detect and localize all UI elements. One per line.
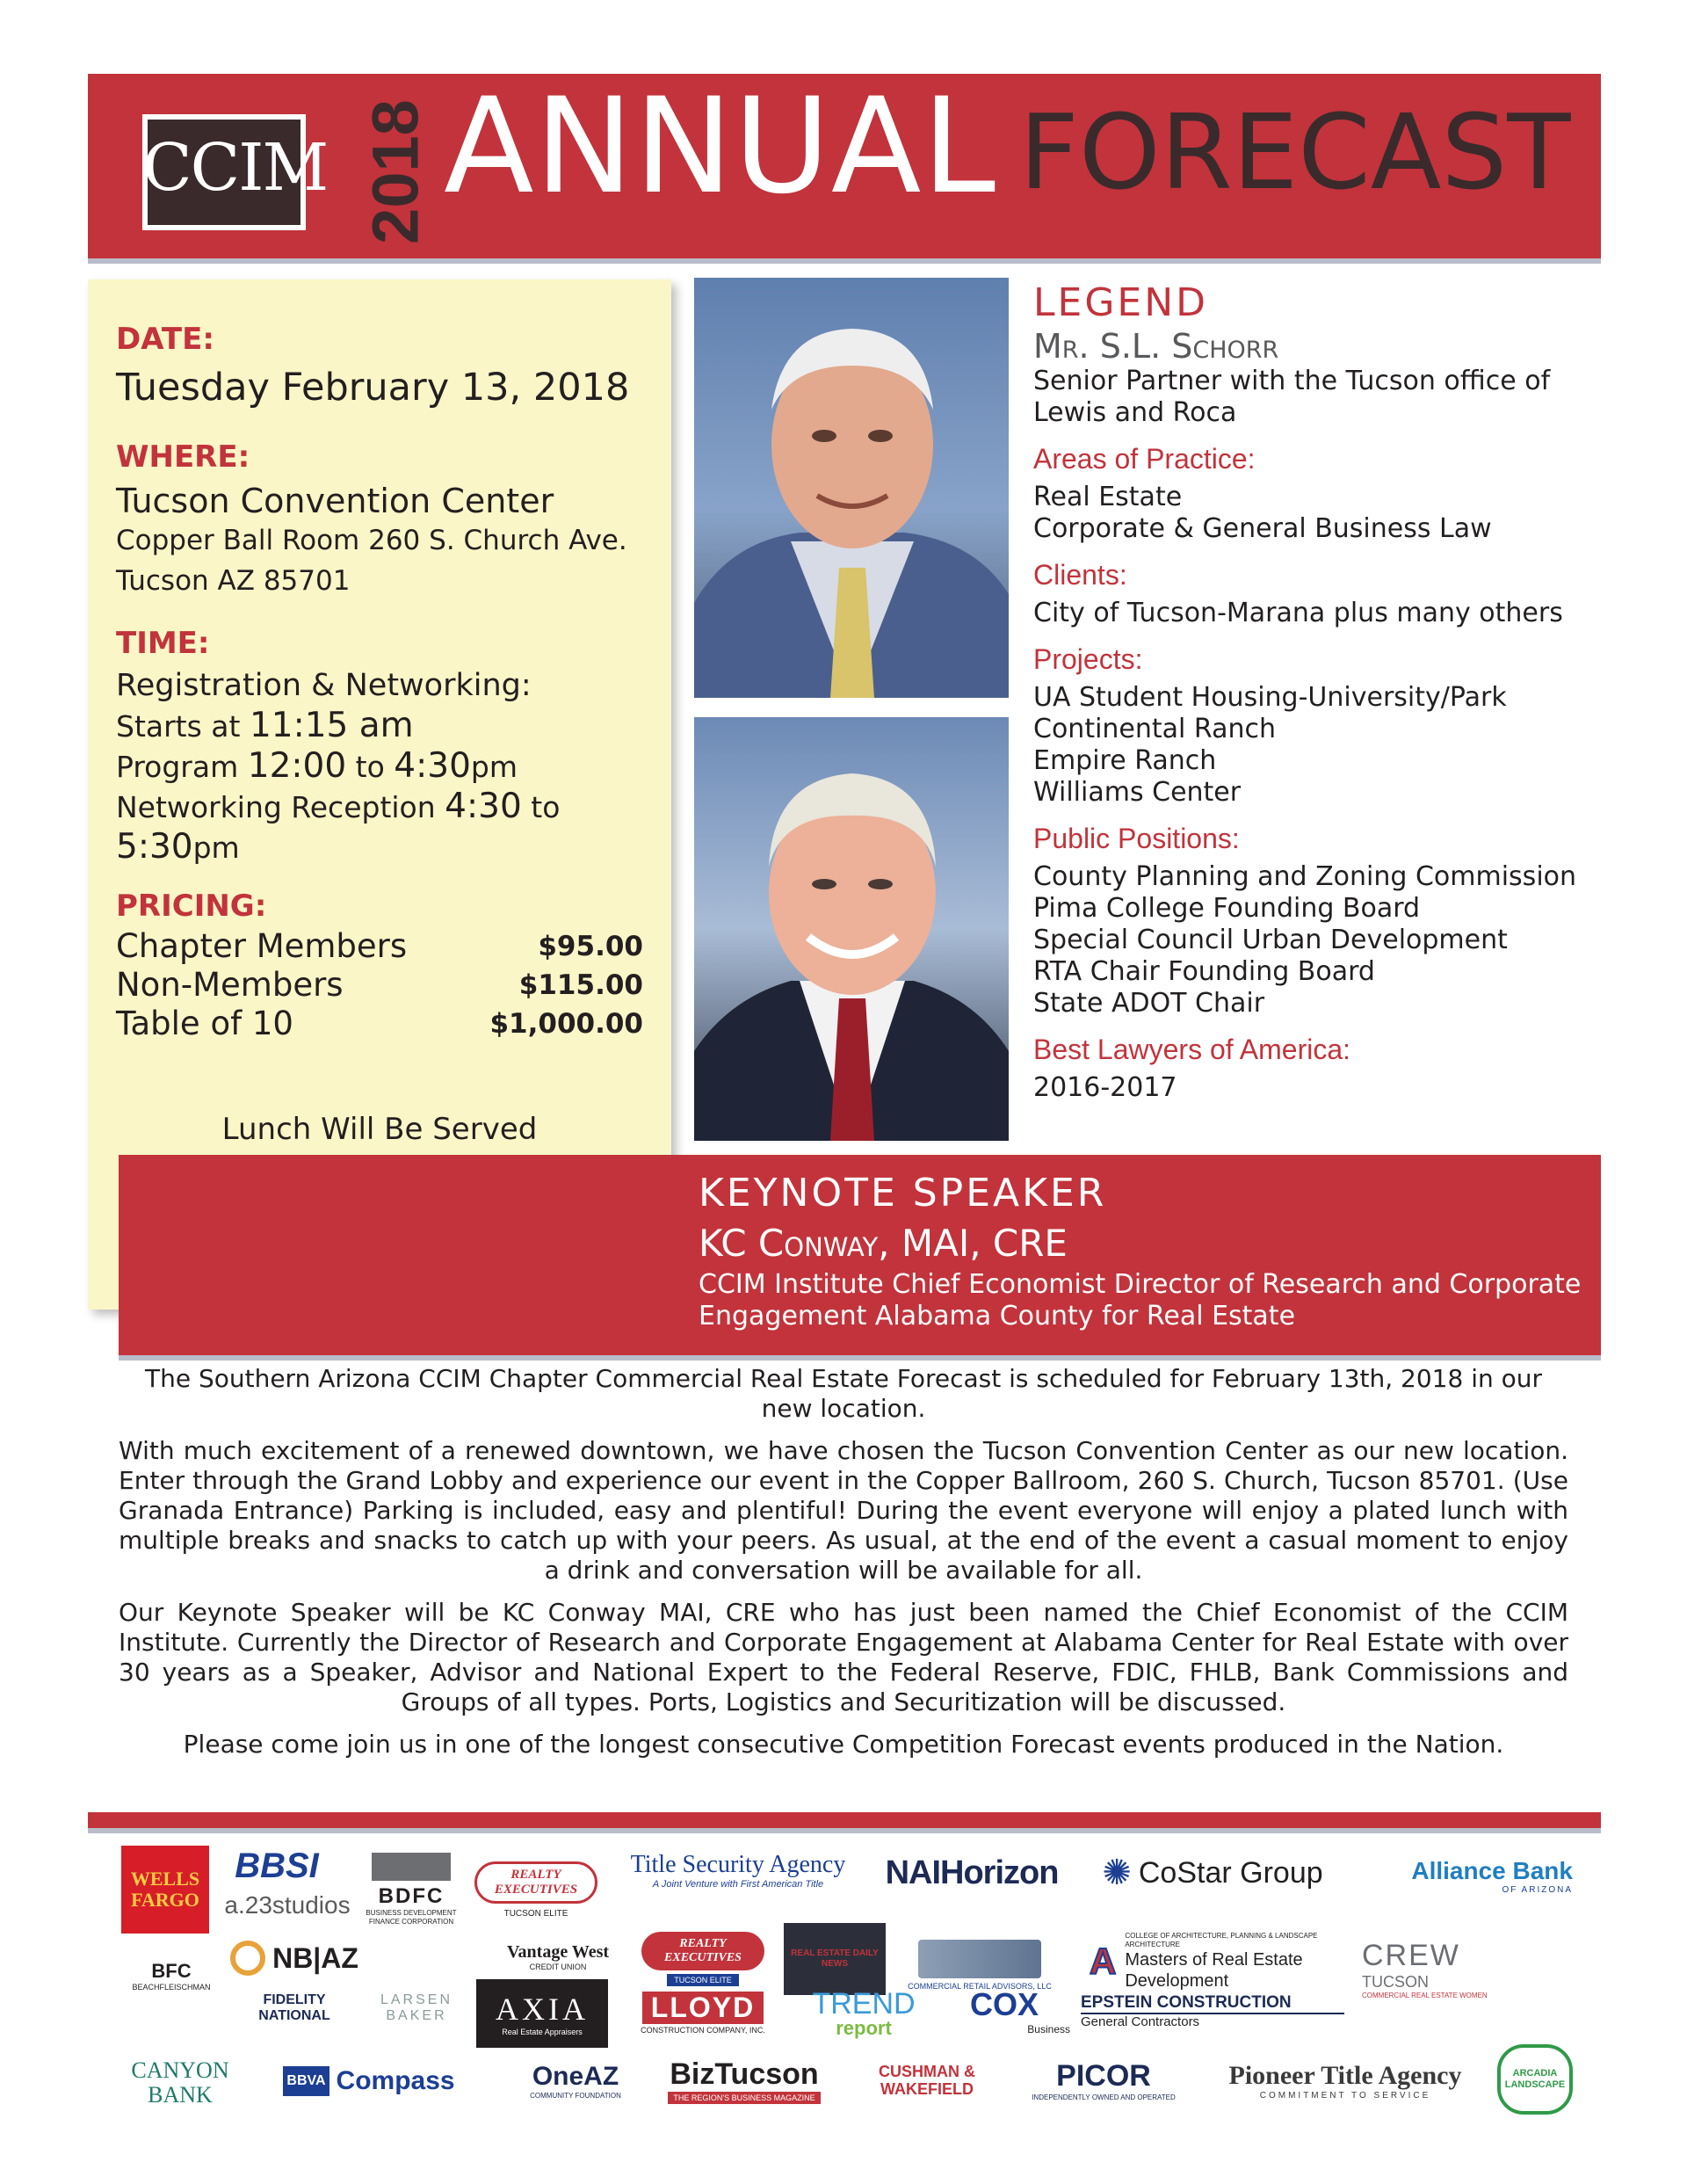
where-room: Copper Ball Room 260 S. Church Ave. (116, 525, 627, 556)
legend-list-item: 2016-2017 (1033, 1072, 1177, 1103)
divider (88, 1812, 1601, 1828)
legend-list-item: Pima College Founding Board (1033, 893, 1421, 924)
university-of-arizona-logo: A COLLEGE OF ARCHITECTURE, PLANNING & LANDSCAPE ARCHITECTURE Masters of Real Estate Development (1090, 1932, 1318, 1991)
ua-a-icon: A (1090, 1941, 1117, 1982)
crew-tucson-logo: CREW TUCSON COMMERCIAL REAL ESTATE WOMEN (1362, 1938, 1488, 1999)
legend-list-item: County Planning and Zoning Commission (1033, 861, 1577, 892)
a23-studios-logo: a.23studios (224, 1891, 351, 1919)
realty-executives-elite-logo: REALTY EXECUTIVES TUCSON ELITE (641, 1919, 764, 1999)
header-banner (88, 70, 1601, 258)
keynote-heading: KEYNOTE SPEAKER (699, 1171, 1107, 1215)
where-label: WHERE: (116, 439, 250, 475)
legend-title: Senior Partner with the Tucson office of Lewis and Roca (1033, 366, 1551, 428)
bbva-compass-logo: BBVA Compass (237, 2055, 501, 2108)
price-row: Table of 10 $1,000.00 (116, 1005, 643, 1042)
legend-name: Mr. S.L. Schorr (1033, 327, 1279, 366)
larsen-baker-logo: LARSEN BAKER (380, 1992, 453, 2023)
time-program: Program 12:00 to 4:30pm (116, 746, 518, 786)
title-forecast: FORECAST (1019, 91, 1571, 213)
keynote-photo (694, 717, 1009, 1141)
legend-list-item: Williams Center (1033, 777, 1242, 808)
where-city: Tucson AZ 85701 (116, 565, 351, 597)
time-registration: Registration & Networking: (116, 668, 532, 703)
bbsi-logo: BBSI (235, 1846, 319, 1885)
biztucson-logo: BizTucson THE REGION'S BUSINESS MAGAZINE (670, 2057, 819, 2102)
oneaz-logo: OneAZ COMMUNITY FOUNDATION (530, 2061, 621, 2100)
legend-list-item: City of Tucson-Marana plus many others (1033, 598, 1563, 628)
legend-list-item: Continental Ranch (1033, 714, 1277, 744)
bfc-logo: BFC BEACHFLEISCHMAN (132, 1960, 211, 1992)
price-row: Non-Members $115.00 (116, 966, 643, 1004)
real-estate-daily-news-logo: REAL ESTATE DAILY NEWS (784, 1923, 886, 1995)
keynote-name: KC Conway, MAI, CRE (699, 1222, 1068, 1265)
legend-list-item: Special Council Urban Development (1033, 925, 1508, 955)
cushman-wakefield-logo: CUSHMAN & WAKEFIELD (879, 2063, 975, 2098)
public-positions-label: Public Positions: (1033, 823, 1240, 854)
cox-business-logo: COX Business (969, 1986, 1070, 2035)
arcadia-landscape-logo: ARCADIA LANDSCAPE (1497, 2044, 1573, 2115)
legend-list-item: Empire Ranch (1033, 745, 1217, 776)
time-reception: Networking Reception 4:30 to 5:30pm (116, 787, 561, 867)
alliance-bank-logo: Alliance Bank OF ARIZONA (1411, 1856, 1573, 1895)
areas-label: Areas of Practice: (1033, 443, 1256, 475)
clients-label: Clients: (1033, 559, 1127, 591)
sponsor-logos (114, 1846, 1573, 2171)
commercial-retail-advisors-logo: COMMERCIAL RETAIL ADVISORS, LLC (896, 1932, 1063, 1999)
paragraph: With much excitement of a renewed downtown, we have chosen the Tucson Convention Center as our new location. Enter through the Grand Lobby and experience our event in the Copper Ballroom, 260 S. Church, Tucson 85701. (Use Granada Entrance) Parking is included, easy and plentiful! During the event everyone will enjoy a plated lunch with multiple breaks and snacks to catch up with your peers. As usual, at the end of the event a casual moment to enjoy a drink and conversation will be available for all. (119, 1436, 1568, 1585)
pricing-label: PRICING: (116, 889, 267, 924)
best-lawyers-label: Best Lawyers of America: (1033, 1034, 1351, 1065)
date-value: Tuesday February 13, 2018 (116, 366, 630, 410)
bdfc-logo: BDFC BUSINESS DEVELOPMENT FINANCE CORPORATION (358, 1846, 464, 1934)
costar-logo: ✺ CoStar Group (1102, 1854, 1323, 1892)
trend-report-logo: TREND report (812, 1987, 916, 2039)
paragraph: The Southern Arizona CCIM Chapter Commercial Real Estate Forecast is scheduled for February 13th, 2018 in our new location. (144, 1364, 1543, 1423)
legend-list-item: State ADOT Chair (1033, 988, 1265, 1019)
title-security-logo: Title Security Agency A Joint Venture with First American Title (630, 1851, 846, 1890)
keynote-title: CCIM Institute Chief Economist Director of Research and Corporate Engagement Alabama County for Real Estate (699, 1269, 1582, 1331)
nbaz-ring-icon (230, 1941, 265, 1976)
legend-list-item: Corporate & General Business Law (1033, 513, 1492, 544)
paragraph: Our Keynote Speaker will be KC Conway MAI, CRE who has just been named the Chief Economist of the CCIM Institute. Currently the Director of Research and Corporate Engagement at Alabama Center for Real Estate with over 30 years as a Speaker, Advisor and National Expert to the Federal Reserve, FDIC, FHLB, Bank Commissions and Groups of all types. Ports, Logistics and Securitization will be discussed. (119, 1598, 1568, 1716)
wells-fargo-logo: WELLS FARGO (121, 1846, 209, 1934)
ccim-logo (142, 114, 328, 230)
epstein-construction-logo: EPSTEIN CONSTRUCTION General Contractors (1081, 1984, 1344, 2037)
description-text (119, 1364, 1568, 1772)
lunch-note: Lunch Will Be Served (221, 1112, 538, 1147)
legend-list-item: RTA Chair Founding Board (1033, 956, 1375, 987)
picor-logo: PICOR INDEPENDENTLY OWNED AND OPERATED (1032, 2059, 1176, 2101)
keynote-banner (119, 1155, 1601, 1355)
legend-photo (694, 278, 1009, 698)
legend-list-item: UA Student Housing-University/Park (1033, 682, 1507, 713)
vantage-west-logo: Vantage West CREDIT UNION (506, 1941, 610, 1971)
ccim-logo-text: CCIM (142, 130, 328, 206)
projects-label: Projects: (1033, 643, 1143, 675)
title-annual: ANNUAL (444, 70, 996, 223)
header-year: 2018 (358, 99, 432, 244)
where-venue: Tucson Convention Center (116, 482, 554, 520)
canyon-bank-logo: CANYON BANK (131, 2057, 229, 2108)
lloyd-construction-logo: LLOYD CONSTRUCTION COMPANY, INC. (641, 1991, 765, 2035)
time-label: TIME: (116, 626, 210, 661)
time-starts: Starts at 11:15 am (116, 706, 414, 745)
realty-executives-logo: REALTY EXECUTIVES TUCSON ELITE (474, 1849, 597, 1930)
costar-star-icon: ✺ (1102, 1854, 1132, 1892)
legend-list-item: Real Estate (1033, 482, 1183, 512)
fidelity-national-logo: FIDELITY NATIONAL (258, 1992, 330, 2023)
nbaz-logo: NB|AZ (228, 1934, 360, 1983)
date-label: DATE: (116, 322, 214, 357)
pioneer-title-logo: Pioneer Title Agency COMMITMENT TO SERVICE (1228, 2060, 1462, 2101)
nai-horizon-logo: NAIHorizon (885, 1854, 1059, 1891)
legend-heading: LEGEND (1033, 280, 1209, 325)
legend-column (1033, 279, 1596, 1104)
price-row: Chapter Members $95.00 (116, 927, 643, 965)
axia-logo: AXIA Real Estate Appraisers (476, 1979, 608, 2048)
paragraph: Please come join us in one of the longest consecutive Competition Forecast events produced in the Nation. (183, 1730, 1504, 1759)
